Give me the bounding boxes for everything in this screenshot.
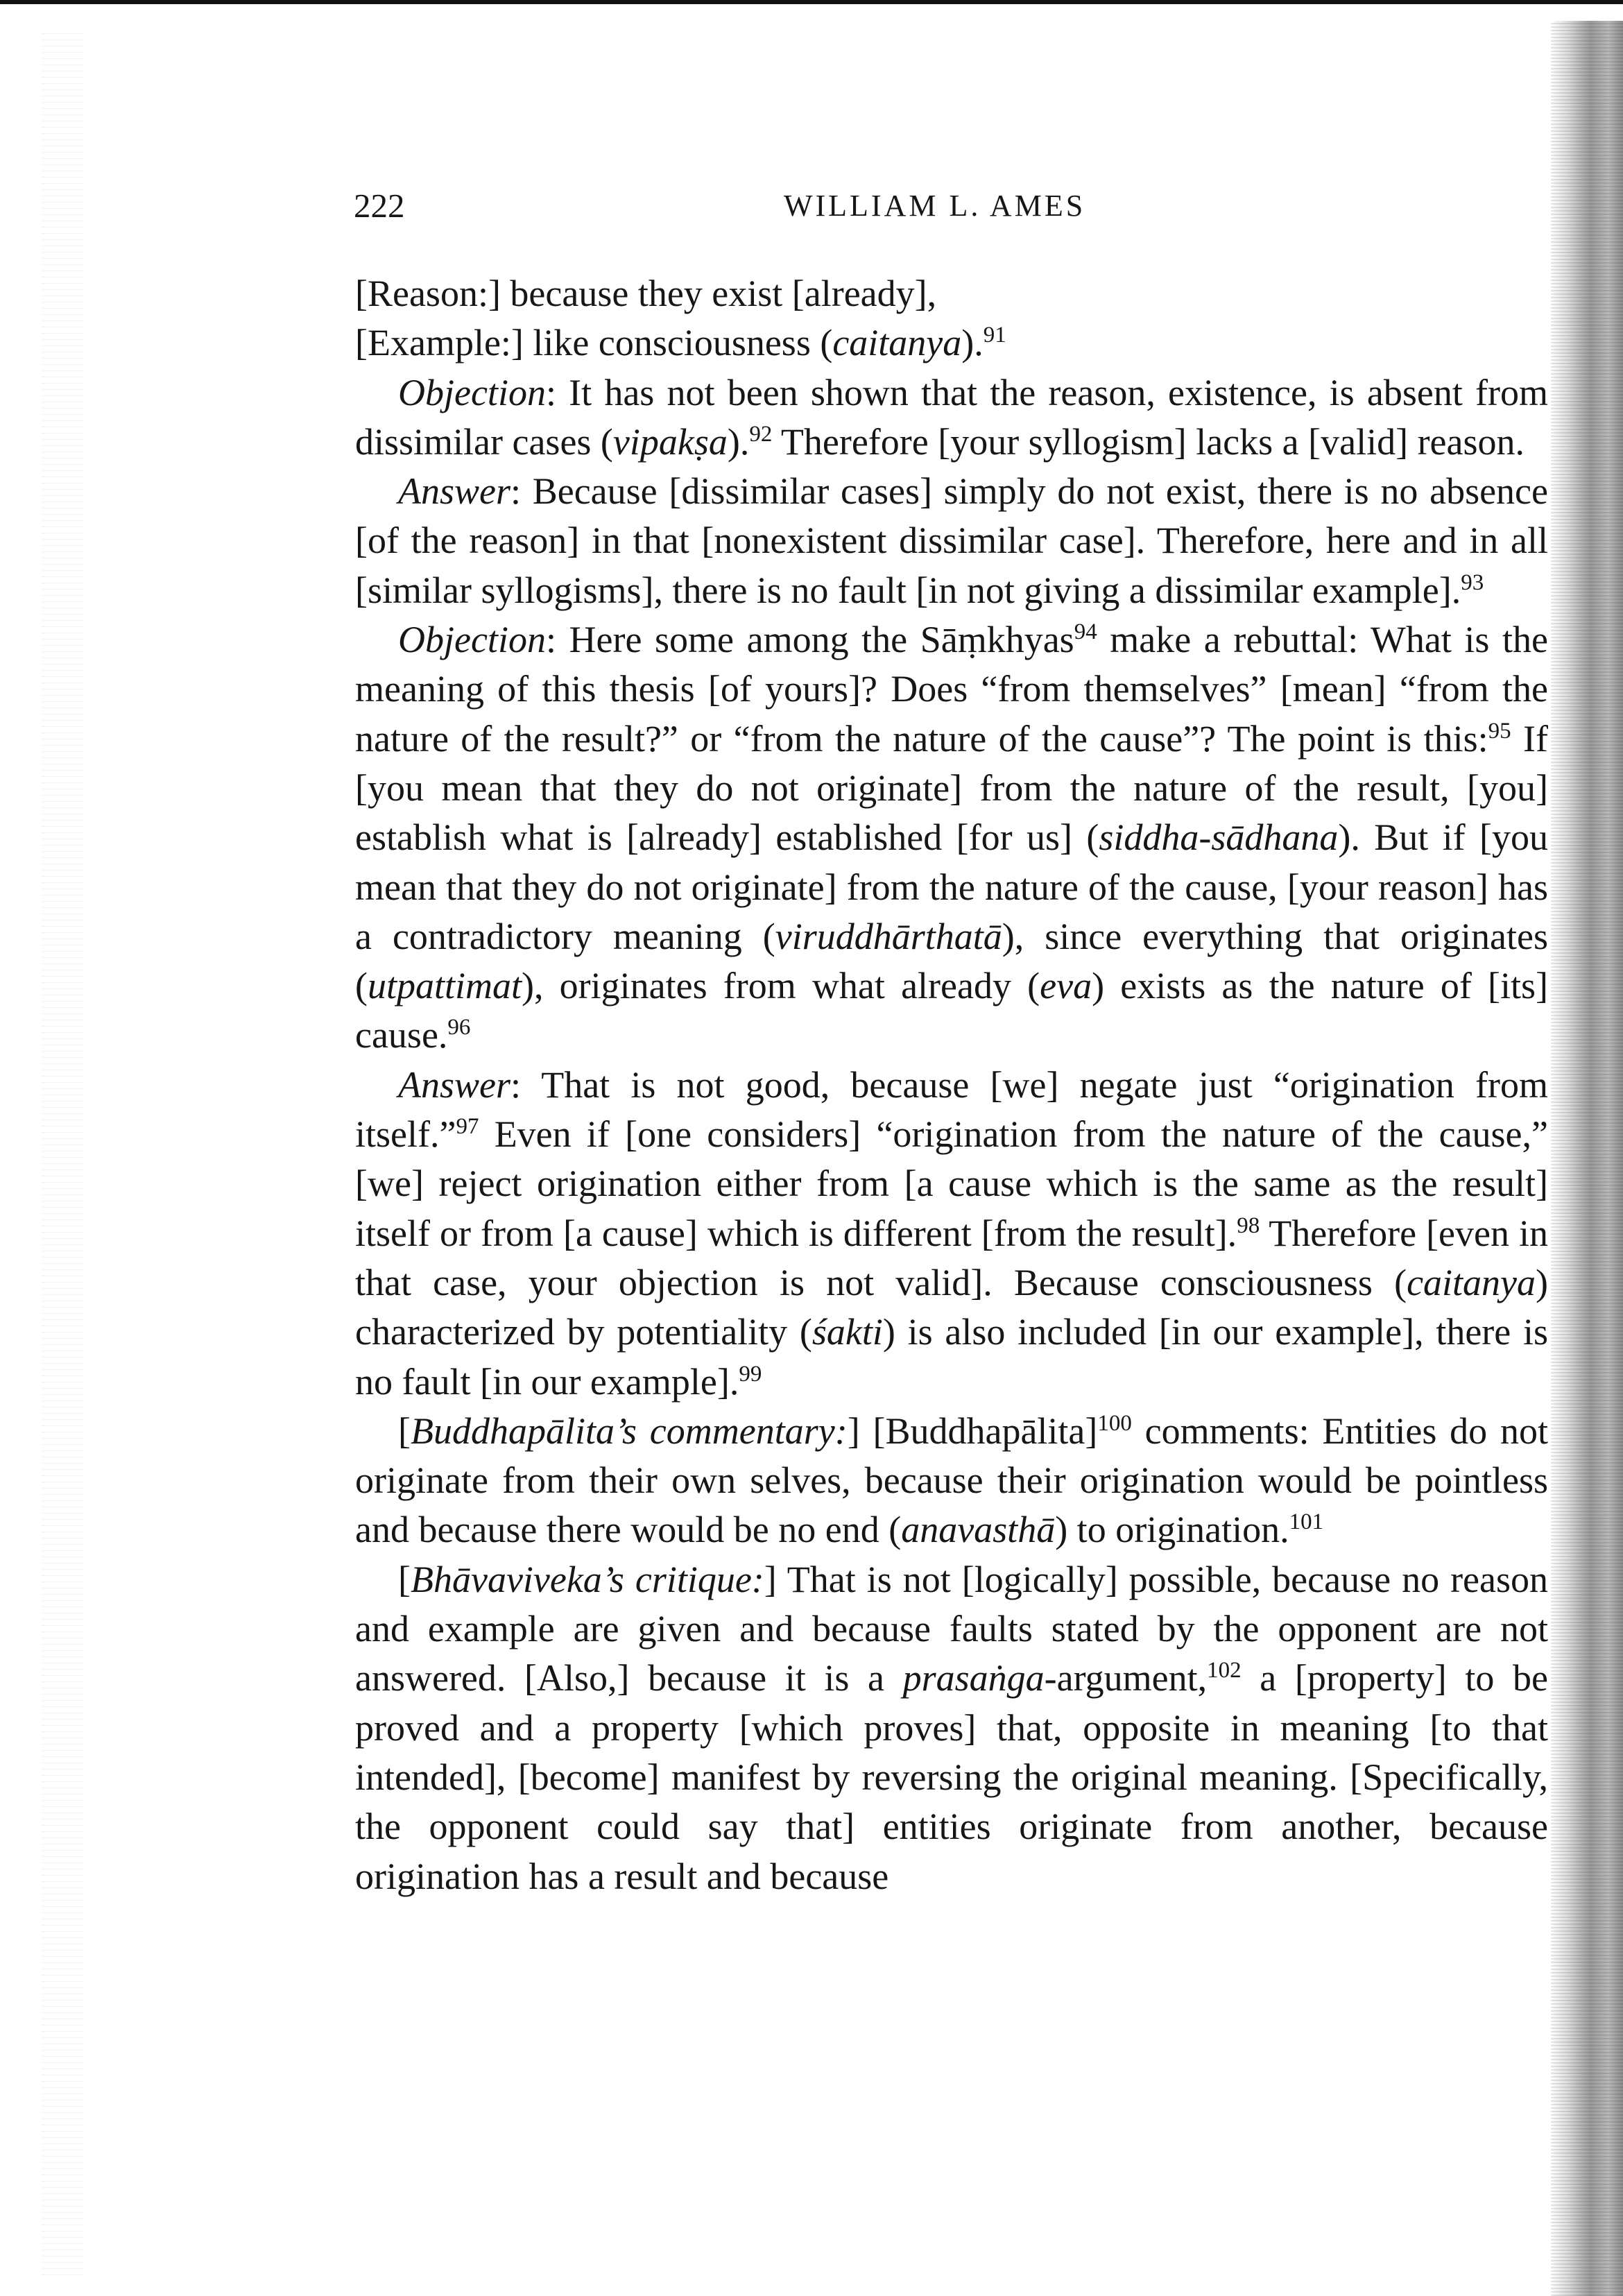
scan-top-edge [0,0,1623,4]
book-spine-shadow [1551,21,1623,2296]
paragraph-reason: [Reason:] because they exist [already], [355,273,937,314]
footnote-ref: 94 [1074,619,1097,645]
footnote-ref: 95 [1488,718,1511,744]
scan-left-margin-noise [42,28,83,2275]
paragraph-bhavaviveka: [Bhāvaviveka’s critique:] That is not [logically] possible, because no reason and example are given and because faults stated by the opponent are not answered. [Also,] because it is a prasaṅga-argument,$^{102}$ a [property] to be proved and a property [which proves] that, opposite in meaning [to that intended], [become] manifest by reversing the original meaning. [Specifically, the opponent could say that] entities originate from another, because origination has a result and because [355,1558,1548,1897]
running-title: WILLIAM L. AMES [784,189,1086,223]
footnote-ref: 93 [1461,569,1484,595]
paragraph-answer-1: Answer: Because [dissimilar cases] simply do not exist, there is no absence [of the reason] in that [nonexistent dissimilar case]. Therefore, here and in all [similar syllogisms], there is no fault [in not giving a dissimilar example].$^{93}$ [355,470,1548,611]
footnote-ref: 100 [1097,1410,1132,1436]
footnote-ref: 92 [749,421,773,447]
paragraph-example: [Example:] like consciousness (caitanya).$^{91}$ [355,322,1006,364]
body-text [355,269,1548,1901]
footnote-ref: 101 [1289,1509,1324,1535]
running-head [354,182,1422,230]
paragraph-buddhapalita: [Buddhapālita’s commentary:] [Buddhapālita]$^{100}$ comments: Entities do not originate from their own selves, because their origination would be pointless and because there would be no end (anavasthā) to origination.$^{101}$ [355,1410,1548,1551]
paragraph-answer-2: Answer: That is not good, because [we] negate just “origination from itself.”$^{97}$ Even if [one considers] “origination from the nature of the cause,” [we] reject origination either from [a cause which is the same as the result] itself or from [a cause] which is different [from the result].$^{98}$ Therefore [even in that case, your objection is not valid]. Because consciousness (caitanya) characterized by potentiality (śakti) is also included [in our example], there is no fault [in our example].$^{99}$ [355,1063,1549,1403]
footnote-ref: 102 [1207,1658,1242,1684]
footnote-ref: 99 [739,1361,762,1387]
footnote-ref: 91 [983,323,1006,348]
footnote-ref: 98 [1237,1213,1260,1238]
page-number: 222 [354,187,405,225]
footnote-ref: 97 [456,1114,479,1140]
paragraph-objection-1: Objection: It has not been shown that the reason, existence, is absent from dissimilar cases (vipakṣa).$^{92}$ Therefore [your syllogism] lacks a [valid] reason. [355,371,1548,463]
paragraph-objection-2: Objection: Here some among the Sāṃkhyas$^{94}$ make a rebuttal: What is the meaning of this thesis [of yours]? Does “from themselves” [mean] “from the nature of the result?” or “from the nature of the cause”? The point is this:$^{95}$ If [you mean that they do not originate] from the nature of the result, [you] establish what is [already] established [for us] (siddha-sādhana). But if [you mean that they do not originate] from the nature of the cause, [your reason] has a contradictory meaning (viruddhārthatā), since everything that originates (utpattimat), originates from what already (eva) exists as the nature of [its] cause.$^{96}$ [355,619,1548,1056]
footnote-ref: 96 [447,1015,471,1040]
